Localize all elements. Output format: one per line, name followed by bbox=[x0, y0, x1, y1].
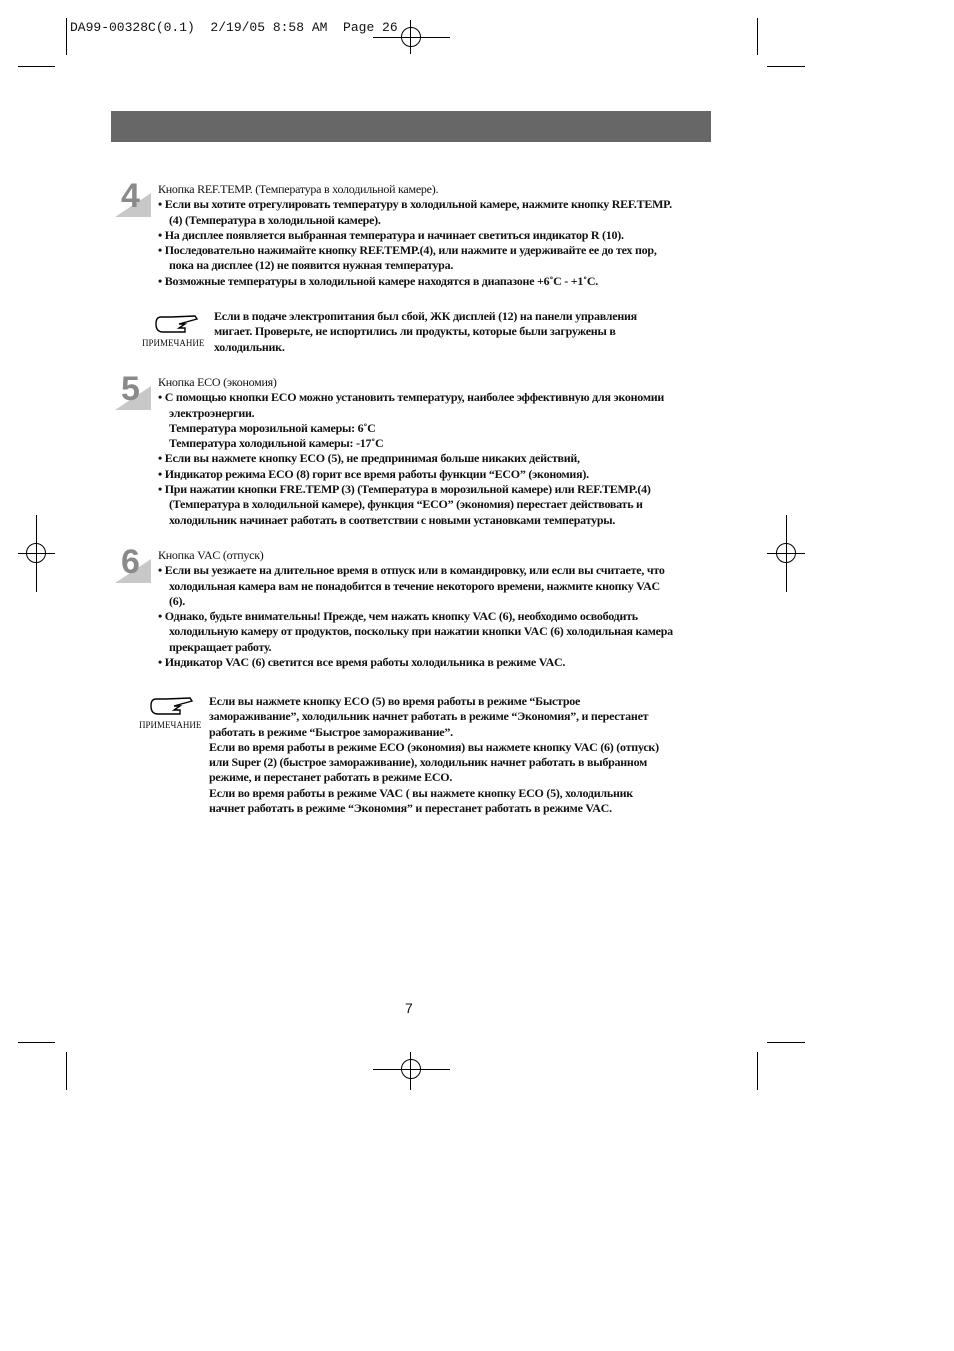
crop-mark bbox=[757, 1052, 758, 1090]
pointing-hand-icon bbox=[155, 313, 201, 335]
note-text-line: Если в подаче электропитания был сбой, ЖК дисплей (12) на панели управления bbox=[214, 309, 637, 323]
bullet-item: • Возможные температуры в холодильной камере находятся в диапазоне +6˚C - +1˚C. bbox=[158, 274, 672, 289]
bullet-item: • Индикатор VAC (6) светится все время работы холодильника в режиме VAC. bbox=[158, 655, 673, 670]
section-number-6: 6 bbox=[115, 549, 153, 585]
crop-mark bbox=[18, 1042, 55, 1043]
registration-mark bbox=[401, 1059, 421, 1079]
section-title: Кнопка ECO (экономия) bbox=[158, 375, 277, 389]
bullet-item: • На дисплее появляется выбранная температура и начинает светиться индикатор R (10). bbox=[158, 228, 672, 243]
bullet-continuation: холодильник начинает работать в соответствии с новыми установками температуры. bbox=[169, 512, 616, 527]
page-number: 7 bbox=[405, 1000, 413, 1016]
crop-mark bbox=[66, 1052, 67, 1090]
registration-mark bbox=[401, 27, 421, 47]
registration-mark bbox=[410, 20, 411, 54]
note-text-line: Если вы нажмете кнопку ECO (5) во время работы в режиме “Быстрое bbox=[209, 694, 581, 708]
registration-mark bbox=[776, 543, 796, 563]
note-text-line: или Super (2) (быстрое замораживание), холодильник начнет работать в выбранном bbox=[209, 755, 648, 770]
bullet-continuation: Температура холодильной камеры: -17˚C bbox=[169, 436, 384, 451]
section-title: Кнопка REF.TEMP. (Температура в холодильной камере). bbox=[158, 182, 439, 196]
note-label: ПРИМЕЧАНИЕ bbox=[142, 338, 205, 348]
crop-mark bbox=[18, 66, 55, 67]
bullet-item: • Однако, будьте внимательны! Прежде, чем нажать кнопку VAC (6), необходимо освободить bbox=[158, 609, 673, 624]
note-text-line: начнет работать в режиме “Экономия” и перестанет работать в режиме VAC. bbox=[209, 801, 612, 816]
registration-mark bbox=[26, 543, 46, 563]
crop-mark bbox=[757, 18, 758, 55]
bullet-item: • С помощью кнопки ECO можно установить температуру, наиболее эффективную для экономии bbox=[158, 390, 664, 405]
crop-mark bbox=[767, 1042, 805, 1043]
note-text-line: Если во время работы в режиме VAC ( вы нажмете кнопку ECO (5), холодильник bbox=[209, 785, 633, 800]
bullet-item: • При нажатии кнопки FRE.TEMP (3) (Температура в морозильной камере) или REF.TEMP.(4) bbox=[158, 482, 664, 497]
bullet-continuation: холодильная камера вам не понадобится в течение некоторого времени, нажмите кнопку VAC bbox=[169, 578, 660, 593]
note-label: ПРИМЕЧАНИЕ bbox=[139, 720, 202, 730]
bullet-continuation: Температура морозильной камеры: 6˚C bbox=[169, 420, 376, 435]
crop-mark bbox=[66, 18, 67, 55]
crop-mark bbox=[767, 66, 805, 67]
bullet-item: • Индикатор режима ECO (8) горит все время работы функции “ECO” (экономия). bbox=[158, 467, 664, 482]
bullet-item: • Если вы нажмете кнопку ECO (5), не предпринимая больше никаких действий, bbox=[158, 451, 664, 466]
bullet-continuation: (6). bbox=[169, 593, 185, 608]
note-power-failure bbox=[214, 309, 637, 355]
note-text-line: Если во время работы в режиме ECO (экономия) вы нажмете кнопку VAC (6) (отпуск) bbox=[209, 739, 659, 754]
pointing-hand-icon bbox=[150, 695, 196, 717]
bullet-item: • Если вы хотите отрегулировать температуру в холодильной камере, нажмите кнопку REF.TEMP. bbox=[158, 197, 672, 212]
note-text-line: режиме, и перестанет работать в режиме ECO. bbox=[209, 770, 453, 785]
bullet-item: • Последовательно нажимайте кнопку REF.TEMP.(4), или нажмите и удерживайте ее до тех пор, bbox=[158, 243, 672, 258]
section-number-4: 4 bbox=[115, 183, 153, 219]
print-slug: DA99-00328C(0.1) 2/19/05 8:58 AM Page 26 bbox=[70, 20, 398, 35]
bullet-item: • Если вы уезжаете на длительное время в отпуск или в командировку, или если вы считаете, что bbox=[158, 563, 673, 578]
section-ref-temp bbox=[158, 182, 672, 289]
note-text-line: холодильник. bbox=[214, 339, 285, 354]
note-text-line: замораживание”, холодильник начнет работать в режиме “Экономия”, и перестанет bbox=[209, 709, 649, 724]
bullet-continuation: прекращает работу. bbox=[169, 639, 272, 654]
bullet-continuation: пока на дисплее (12) не появится нужная температура. bbox=[169, 258, 454, 273]
section-title: Кнопка VAC (отпуск) bbox=[158, 548, 264, 562]
section-number-5: 5 bbox=[115, 376, 153, 412]
section-eco bbox=[158, 375, 664, 528]
section-header-bar bbox=[111, 111, 711, 142]
section-vac bbox=[158, 548, 673, 670]
bullet-continuation: электроэнергии. bbox=[169, 405, 255, 420]
bullet-continuation: (4) (Температура в холодильной камере). bbox=[169, 212, 381, 227]
note-text-line: мигает. Проверьте, не испортились ли продукты, которые были загружены в bbox=[214, 324, 616, 339]
note-mode-switching bbox=[209, 694, 659, 816]
note-text-line: работать в режиме “Быстрое замораживание”. bbox=[209, 724, 453, 739]
bullet-continuation: (Температура в холодильной камере), функция “ECO” (экономия) перестает действовать и bbox=[169, 497, 643, 512]
bullet-continuation: холодильную камеру от продуктов, поскольку при нажатии кнопки VAC (6) холодильная камера bbox=[169, 624, 673, 639]
